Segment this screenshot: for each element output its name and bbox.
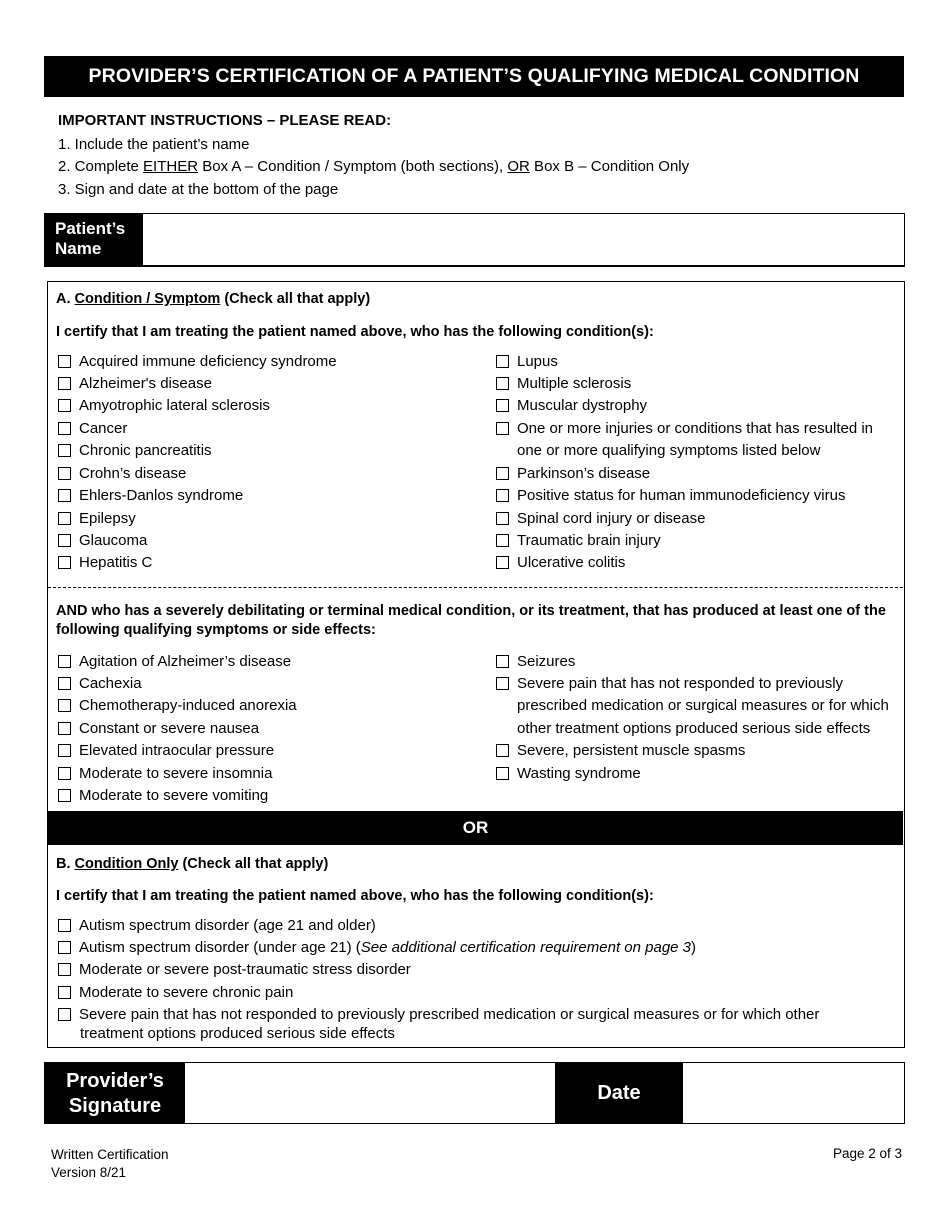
- checkbox-icon[interactable]: [58, 355, 71, 368]
- form-title: PROVIDER’S CERTIFICATION OF A PATIENT’S QUALIFYING MEDICAL CONDITION: [44, 56, 904, 97]
- instruction-3: 3. Sign and date at the bottom of the page: [58, 181, 339, 198]
- checkbox-icon[interactable]: [496, 512, 509, 525]
- condition-only-continuation: treatment options produced serious side effects: [80, 1025, 395, 1042]
- checkbox-icon[interactable]: [58, 655, 71, 668]
- page-number: Page 2 of 3: [832, 1146, 902, 1161]
- symptoms-intro: AND who has a severely debilitating or terminal medical condition, or its treatment, that has produced at least one of the following qualifying symptoms or side effects:: [56, 603, 886, 638]
- checkbox-icon[interactable]: [496, 355, 509, 368]
- checkbox-icon[interactable]: [496, 377, 509, 390]
- checkbox-icon[interactable]: [496, 655, 509, 668]
- checkbox-icon[interactable]: [496, 399, 509, 412]
- patient-name-label: Patient’s Name: [45, 214, 143, 266]
- checkbox-icon[interactable]: [496, 744, 509, 757]
- checkbox-icon[interactable]: [58, 699, 71, 712]
- checkbox-icon[interactable]: [58, 919, 71, 932]
- provider-signature-label: Provider’s Signature: [45, 1063, 185, 1124]
- section-b-heading: B. Condition Only (Check all that apply): [56, 856, 329, 872]
- checkbox-icon[interactable]: [58, 767, 71, 780]
- section-divider: [48, 587, 903, 588]
- symptom-continuation: other treatment options produced serious side effects: [517, 720, 871, 737]
- checkbox-icon[interactable]: [496, 467, 509, 480]
- checkbox-icon[interactable]: [58, 444, 71, 457]
- checkbox-icon[interactable]: [58, 399, 71, 412]
- checkbox-icon[interactable]: [58, 489, 71, 502]
- checkbox-icon[interactable]: [58, 512, 71, 525]
- checkbox-icon[interactable]: [496, 767, 509, 780]
- checkbox-icon[interactable]: [496, 489, 509, 502]
- checkbox-icon[interactable]: [496, 677, 509, 690]
- instructions-heading: IMPORTANT INSTRUCTIONS – PLEASE READ:: [58, 112, 392, 129]
- or-divider: OR: [48, 811, 903, 845]
- checkbox-icon[interactable]: [58, 941, 71, 954]
- checkbox-icon[interactable]: [58, 534, 71, 547]
- checkbox-icon[interactable]: [496, 534, 509, 547]
- provider-signature-field[interactable]: [185, 1063, 555, 1123]
- checkbox-icon[interactable]: [58, 722, 71, 735]
- checkbox-icon[interactable]: [58, 1008, 71, 1021]
- checkbox-icon[interactable]: [58, 422, 71, 435]
- checkbox-icon[interactable]: [58, 744, 71, 757]
- condition-continuation: one or more qualifying symptoms listed below: [517, 442, 821, 459]
- section-a-certify: I certify that I am treating the patient named above, who has the following condition(s):: [56, 324, 654, 340]
- checkbox-icon[interactable]: [58, 556, 71, 569]
- checkbox-icon[interactable]: [58, 963, 71, 976]
- checkbox-icon[interactable]: [58, 677, 71, 690]
- symptom-continuation: prescribed medication or surgical measures or for which: [517, 697, 889, 714]
- section-b-certify: I certify that I am treating the patient named above, who has the following condition(s):: [56, 888, 654, 904]
- signature-row: [44, 1062, 905, 1124]
- date-field[interactable]: [683, 1063, 904, 1123]
- patient-name-field[interactable]: [44, 213, 905, 267]
- instruction-1: 1. Include the patient’s name: [58, 136, 250, 153]
- checkbox-icon[interactable]: [58, 467, 71, 480]
- footer-form-info: Written Certification Version 8/21: [51, 1147, 169, 1180]
- section-a-heading: A. Condition / Symptom (Check all that apply): [56, 291, 371, 307]
- checkbox-icon[interactable]: [58, 789, 71, 802]
- checkbox-icon[interactable]: [496, 422, 509, 435]
- checkbox-icon[interactable]: [58, 986, 71, 999]
- checkbox-icon[interactable]: [58, 377, 71, 390]
- instruction-2: 2. Complete EITHER Box A – Condition / Symptom (both sections), OR Box B – Condition Only: [58, 158, 690, 175]
- date-label: Date: [555, 1063, 683, 1124]
- checkbox-icon[interactable]: [496, 556, 509, 569]
